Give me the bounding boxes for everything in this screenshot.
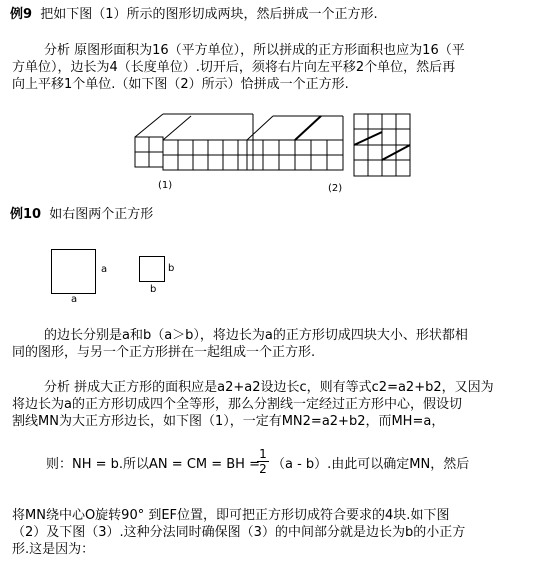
example10-para2-line-2: 将边长为a的正方形切成四个全等形，那么分割线一定经过正方形中心，假设切 xyxy=(12,397,462,412)
example10-para1-line-1: 的边长分别是a和b（a＞b），将边长为a的正方形切成四块大小、形状都相 xyxy=(44,328,468,343)
figure-2-square xyxy=(352,112,412,178)
example9-heading xyxy=(10,6,378,23)
small-square-side-label: b xyxy=(168,263,175,274)
big-square xyxy=(51,249,96,294)
figure-1-caption: (1) xyxy=(158,180,173,191)
example9-analysis-line-2: 方单位），边长为4（长度单位）.切开后，须将右片向左平移2个单位，然后再 xyxy=(12,60,456,75)
example10-para3-line-1: 将MN绕中心O旋转90° 到EF位置，即可把正方形切成符合要求的4块.如下图 xyxy=(12,508,450,523)
example9-analysis-line-1: 分析 原图形面积为16（平方单位），所以拼成的正方形面积也应为16（平 xyxy=(44,43,465,58)
figure-2-caption: (2) xyxy=(328,183,343,194)
formula-suffix: （a - b）.由此可以确定MN，然后 xyxy=(272,457,470,472)
example10-heading xyxy=(10,206,153,223)
example10-para2-line-1: 分析 拼成大正方形的面积应是a2+a2设边长c，则有等式c2=a2+b2，又因为 xyxy=(44,380,494,395)
small-square xyxy=(139,256,165,282)
example10-para1-line-2: 同的图形，与另一个正方形拼在一起组成一个正方形. xyxy=(12,345,316,360)
example9-analysis-line-3: 向上平移1个单位.（如下图（2）所示）恰拼成一个正方形. xyxy=(12,77,349,92)
figure-1-shape xyxy=(133,112,263,172)
example10-para3-line-2: （2）及下图（3）.这种分法同时确保图（3）的中间部分就是边长为b的小正方 xyxy=(12,525,466,540)
formula-numerator: 1 xyxy=(259,447,267,461)
example10-text: 如右图两个正方形 xyxy=(49,207,154,222)
example9-label: 例9 xyxy=(10,7,33,22)
formula-fraction xyxy=(257,447,269,476)
formula-prefix: 则：NH = b.所以AN = CM = BH = xyxy=(46,457,260,472)
big-square-bottom-label: a xyxy=(71,294,78,305)
big-square-side-label: a xyxy=(101,264,108,275)
example9-text: 把如下图（1）所示的图形切成两块，然后拼成一个正方形. xyxy=(40,7,378,22)
formula-denominator: 2 xyxy=(259,462,267,476)
example10-para2-line-3: 割线MN为大正方形边长，如下图（1），一定有MN2=a2+b2，而MH=a， xyxy=(12,414,445,429)
example10-label: 例10 xyxy=(10,207,42,222)
example10-para3-line-3: 形.这是因为： xyxy=(12,542,95,557)
small-square-bottom-label: b xyxy=(150,284,157,295)
figure-split-shape xyxy=(245,112,345,172)
